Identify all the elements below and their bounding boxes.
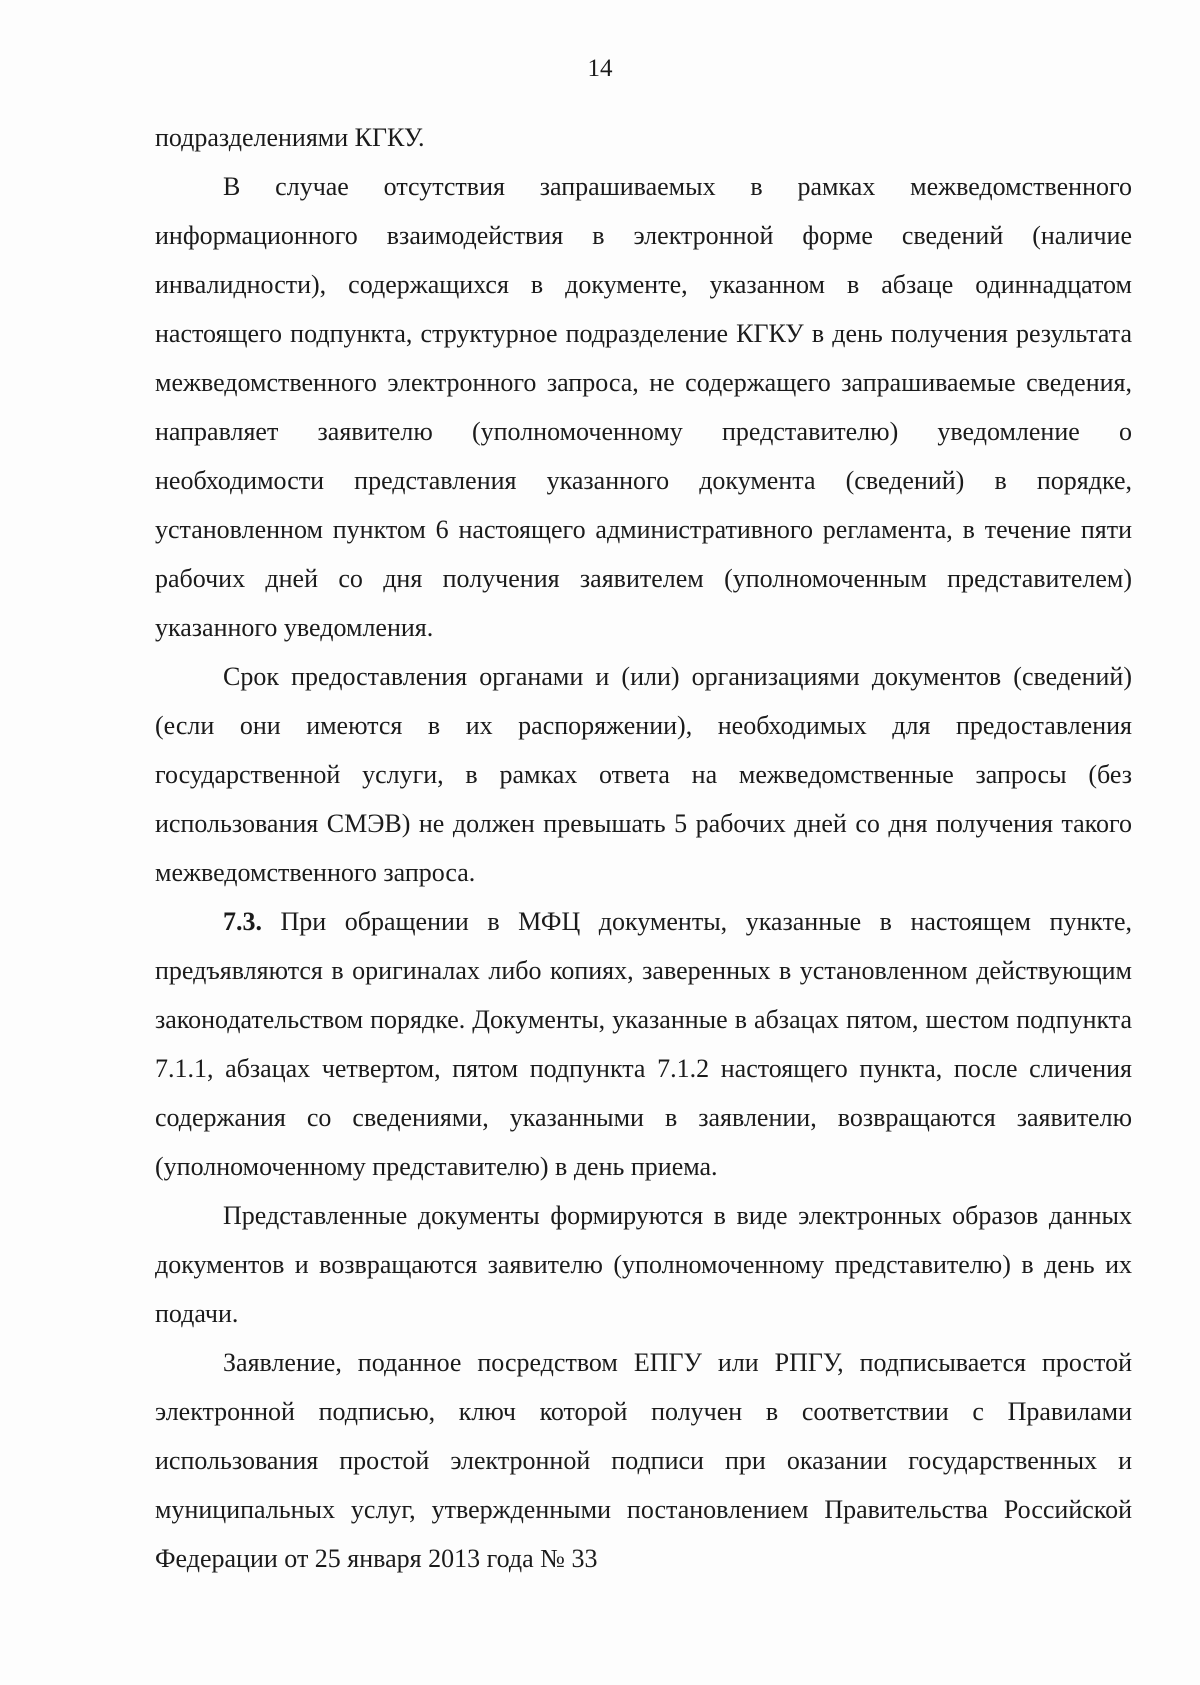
paragraph-response-deadline bbox=[155, 652, 1132, 897]
paragraph-text: В случае отсутствия запрашиваемых в рамках межведомственного информационного взаимодействия в электронной форме сведений (наличие инвалидности), содержащихся в документе, указанном в абзаце одиннадцатом настоящего подпункта, структурное подразделение КГКУ в день получения результата межведомственного электронного запроса, не содержащего запрашиваемые сведения, направляет заявителю (уполномоченному представителю) уведомление о необходимости представления указанного документа (сведений) в порядке, установленном пунктом 6 настоящего административного регламента, в течение пяти рабочих дней со дня получения заявителем (уполномоченным представителем) указанного уведомления. bbox=[155, 172, 1132, 642]
paragraph-section-7-3 bbox=[155, 897, 1132, 1191]
paragraph-interagency-absence bbox=[155, 162, 1132, 652]
paragraph-text: Заявление, поданное посредством ЕПГУ или РПГУ, подписывается простой электронной подписью, ключ которой получен в соответствии с Правилами использования простой электронной подписи при оказании государственных и муниципальных услуг, утвержденными постановлением Правительства Российской Федерации от 25 января 2013 года № 33 bbox=[155, 1348, 1132, 1573]
paragraph-electronic-signature bbox=[155, 1338, 1132, 1583]
paragraph-electronic-images bbox=[155, 1191, 1132, 1338]
page-number: 14 bbox=[587, 55, 613, 82]
paragraph-text: Представленные документы формируются в виде электронных образов данных документов и возвращаются заявителю (уполномоченному представителю) в день их подачи. bbox=[155, 1201, 1132, 1328]
paragraph-text: Срок предоставления органами и (или) организациями документов (сведений) (если они имеются в их распоряжении), необходимых для предоставления государственной услуги, в рамках ответа на межведомственные запросы (без использования СМЭВ) не должен превышать 5 рабочих дней со дня получения такого межведомственного запроса. bbox=[155, 662, 1132, 887]
section-number: 7.3. bbox=[223, 907, 262, 936]
paragraph-text: При обращении в МФЦ документы, указанные в настоящем пункте, предъявляются в оригиналах либо копиях, заверенных в установленном действующим законодательством порядке. Документы, указанные в абзацах пятом, шестом подпункта 7.1.1, абзацах четвертом, пятом подпункта 7.1.2 настоящего пункта, после сличения содержания со сведениями, указанными в заявлении, возвращаются заявителю (уполномоченному представителю) в день приема. bbox=[155, 907, 1132, 1181]
paragraph-continuation bbox=[155, 113, 1132, 162]
paragraph-text: подразделениями КГКУ. bbox=[155, 123, 425, 152]
document-body bbox=[155, 113, 1132, 1583]
